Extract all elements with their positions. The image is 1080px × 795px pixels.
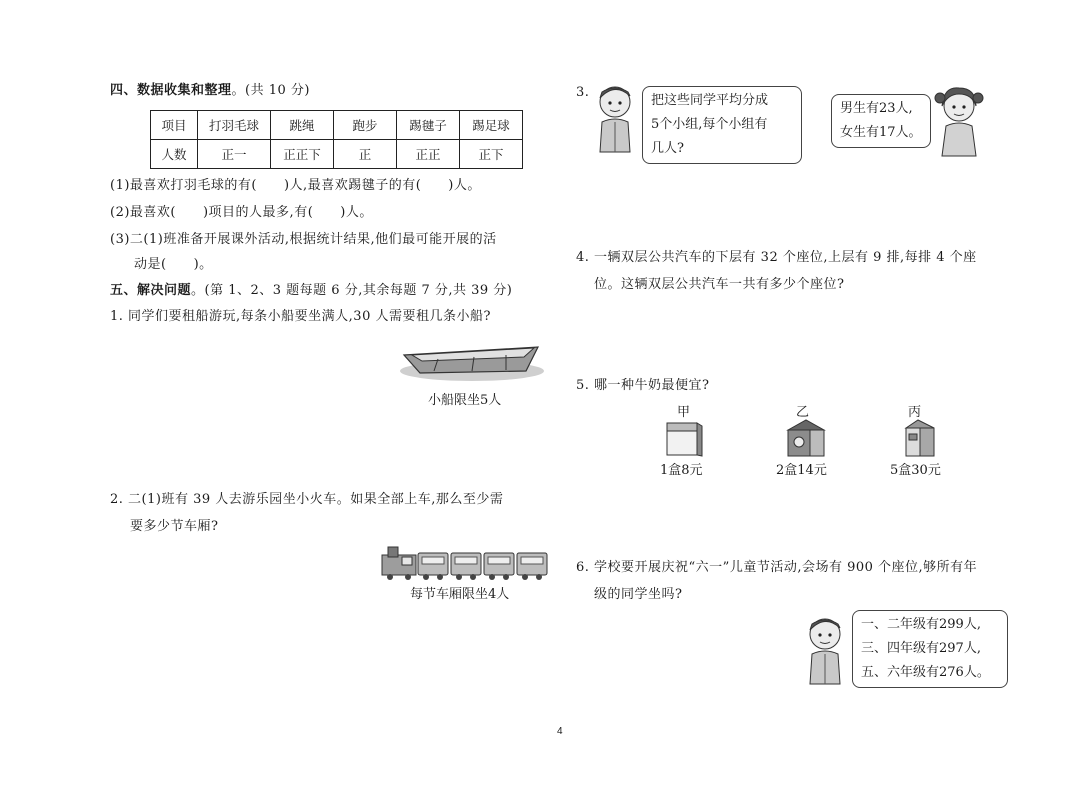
boy-character-icon bbox=[800, 614, 850, 686]
problem3-number: 3. bbox=[576, 85, 590, 100]
milk-box-jia-icon bbox=[664, 420, 704, 458]
problem5-text: 5. 哪一种牛奶最便宜? bbox=[576, 378, 710, 393]
tally-count-row bbox=[151, 140, 523, 169]
problem3-bubble-left bbox=[642, 86, 802, 164]
problem6-line2: 级的同学坐吗? bbox=[594, 587, 683, 602]
girl-character-icon bbox=[932, 84, 986, 158]
header-cell: 项目 bbox=[151, 111, 198, 140]
header-cell: 踢毽子 bbox=[397, 111, 460, 140]
tally-cell: 正 bbox=[334, 140, 397, 169]
section4-score: 。(共 10 分) bbox=[231, 83, 310, 98]
tally-cell: 正正 bbox=[397, 140, 460, 169]
milk-box-bing-icon bbox=[902, 416, 938, 458]
boat-illustration bbox=[398, 333, 546, 383]
train-illustration bbox=[380, 545, 550, 581]
section5-title bbox=[110, 282, 512, 300]
bubble-line: 男生有23人, bbox=[840, 101, 913, 116]
boat-caption: 小船限坐5人 bbox=[428, 393, 502, 408]
header-cell: 跳绳 bbox=[271, 111, 334, 140]
tally-cell: 正下 bbox=[460, 140, 523, 169]
header-cell: 打羽毛球 bbox=[198, 111, 271, 140]
problem6-line1: 6. 学校要开展庆祝“六一”儿童节活动,会场有 900 个座位,够所有年 bbox=[576, 560, 978, 575]
bubble-line: 把这些同学平均分成 bbox=[651, 93, 769, 108]
bubble-line: 5个小组,每个小组有 bbox=[651, 117, 768, 132]
section5-score: 。(第 1、2、3 题每题 6 分,其余每题 7 分,共 39 分) bbox=[191, 283, 513, 298]
problem4-line1: 4. 一辆双层公共汽车的下层有 32 个座位,上层有 9 排,每排 4 个座 bbox=[576, 250, 977, 265]
milk-price-bing: 5盒30元 bbox=[890, 463, 941, 478]
train-caption: 每节车厢限坐4人 bbox=[410, 587, 510, 602]
bubble-line: 几人? bbox=[651, 141, 684, 156]
milk-price-yi: 2盒14元 bbox=[776, 463, 827, 478]
bubble-line: 一、二年级有299人, bbox=[861, 617, 981, 632]
tally-table bbox=[150, 110, 523, 169]
section4-q3-line2: 动是( )。 bbox=[134, 257, 213, 272]
row-label-cell: 人数 bbox=[151, 140, 198, 169]
section4-title bbox=[110, 82, 310, 100]
tally-cell: 正一 bbox=[198, 140, 271, 169]
milk-label-bing: 丙 bbox=[908, 405, 922, 420]
problem3-bubble-right bbox=[831, 94, 931, 148]
milk-price-jia: 1盒8元 bbox=[660, 463, 703, 478]
problem2-line2: 要多少节车厢? bbox=[130, 519, 219, 534]
section4-q3-line1: (3)二(1)班准备开展课外活动,根据统计结果,他们最可能开展的活 bbox=[110, 232, 497, 247]
section5-heading: 五、解决问题 bbox=[110, 283, 192, 298]
bubble-line: 五、六年级有276人。 bbox=[861, 665, 990, 680]
milk-label-yi: 乙 bbox=[796, 405, 810, 420]
page-number: 4 bbox=[557, 726, 563, 737]
boy-character-icon bbox=[590, 82, 640, 154]
problem6-bubble bbox=[852, 610, 1008, 688]
bubble-line: 女生有17人。 bbox=[840, 125, 922, 140]
milk-box-yi-icon bbox=[784, 416, 828, 458]
problem1-text: 1. 同学们要租船游玩,每条小船要坐满人,30 人需要租几条小船? bbox=[110, 309, 491, 324]
header-cell: 踢足球 bbox=[460, 111, 523, 140]
section4-q1: (1)最喜欢打羽毛球的有( )人,最喜欢踢毽子的有( )人。 bbox=[110, 178, 481, 193]
problem2-line1: 2. 二(1)班有 39 人去游乐园坐小火车。如果全部上车,那么至少需 bbox=[110, 492, 504, 507]
milk-label-jia: 甲 bbox=[677, 405, 691, 420]
header-cell: 跑步 bbox=[334, 111, 397, 140]
tally-cell: 正正下 bbox=[271, 140, 334, 169]
bubble-line: 三、四年级有297人, bbox=[861, 641, 981, 656]
section4-q2: (2)最喜欢( )项目的人最多,有( )人。 bbox=[110, 205, 373, 220]
section4-heading: 四、数据收集和整理 bbox=[110, 83, 232, 98]
problem4-line2: 位。这辆双层公共汽车一共有多少个座位? bbox=[594, 277, 845, 292]
tally-header-row bbox=[151, 111, 523, 140]
